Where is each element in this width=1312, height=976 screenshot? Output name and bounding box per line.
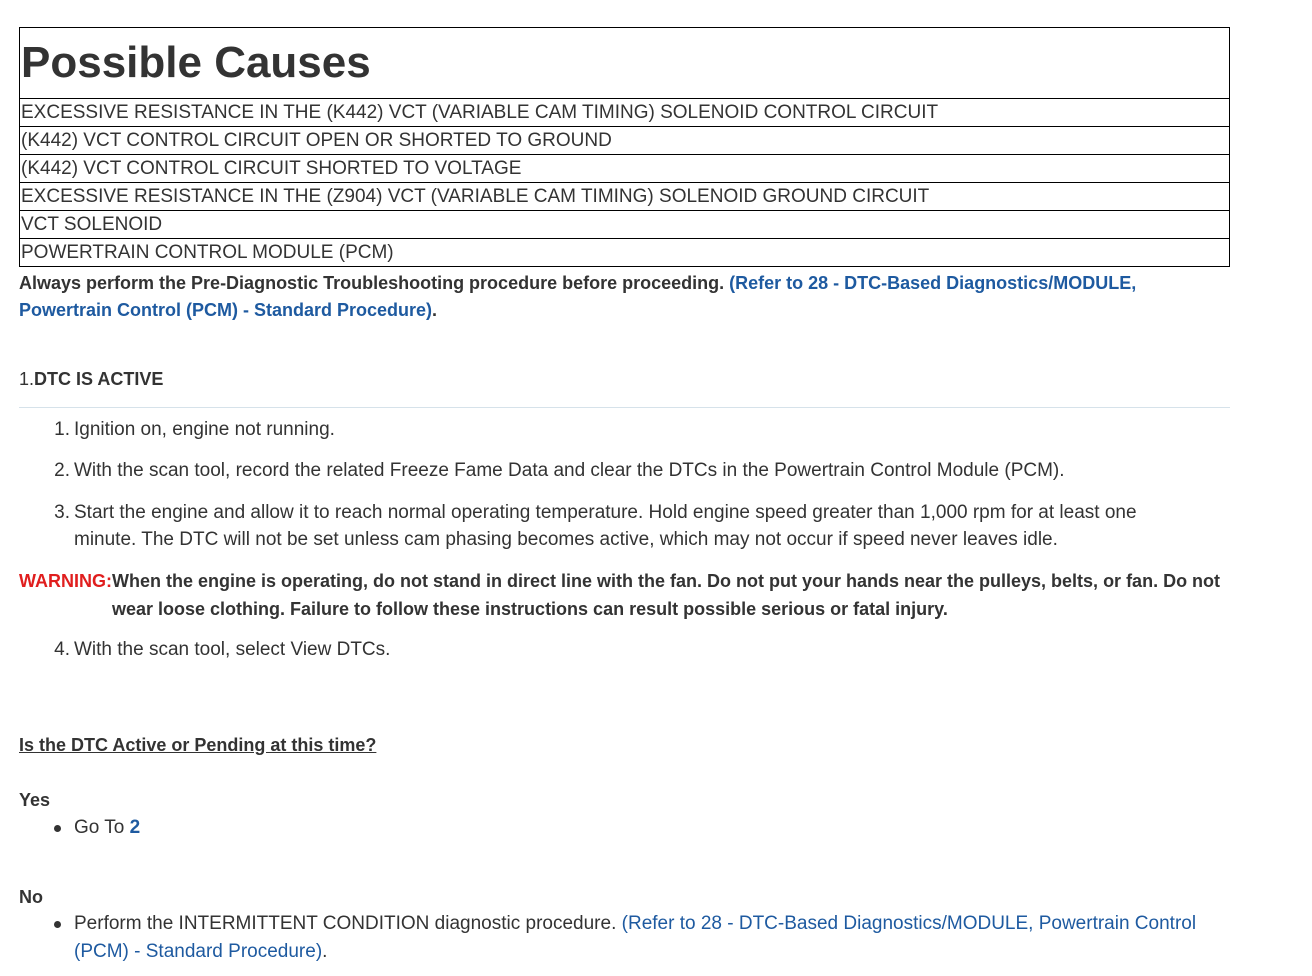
cause-row: EXCESSIVE RESISTANCE IN THE (Z904) VCT (VARIABLE CAM TIMING) SOLENOID GROUND CIRCUIT [20, 183, 1230, 211]
step-number: 1. [19, 369, 35, 389]
goto-text: Go To [74, 817, 125, 838]
yes-bullet-text [74, 814, 1214, 842]
pre-diagnostic-note [19, 270, 1230, 324]
bullet-icon [54, 921, 61, 928]
no-label: No [19, 887, 43, 907]
list-item-text: With the scan tool, record the related Freeze Fame Data and clear the DTCs in the Powertrain Control Module (PCM). [74, 460, 1065, 481]
warning-label: WARNING: [19, 571, 112, 591]
step-title: DTC IS ACTIVE [34, 369, 164, 389]
cause-row: POWERTRAIN CONTROL MODULE (PCM) [20, 239, 1230, 267]
no-tail: . [322, 941, 328, 962]
list-item-number: 4. [54, 639, 70, 660]
cause-row: (K442) VCT CONTROL CIRCUIT SHORTED TO VOLTAGE [20, 155, 1230, 183]
intermittent-procedure-link[interactable]: (Refer to 28 - DTC-Based Diagnostics/MODULE, Powertrain Control (PCM) - Standard Procedure) [74, 913, 1197, 962]
cause-row: EXCESSIVE RESISTANCE IN THE (K442) VCT (VARIABLE CAM TIMING) SOLENOID CONTROL CIRCUIT [20, 99, 1230, 127]
cause-row: (K442) VCT CONTROL CIRCUIT OPEN OR SHORTED TO GROUND [20, 127, 1230, 155]
possible-causes-table [19, 27, 1230, 267]
warning-text: When the engine is operating, do not stand in direct line with the fan. Do not put your hands near the pulleys, belts, or fan. Do not wear loose clothing. Failure to follow these instructions can result possible serious or fatal injury. [112, 571, 1221, 619]
pre-diagnostic-text: Always perform the Pre-Diagnostic Troubleshooting procedure before proceeding. [19, 273, 725, 293]
no-bullet-text [74, 910, 1214, 966]
decision-question: Is the DTC Active or Pending at this time? [19, 735, 377, 755]
list-item-text: Ignition on, engine not running. [74, 419, 335, 440]
possible-causes-title: Possible Causes [20, 28, 1230, 99]
goto-step-link[interactable]: 2 [129, 817, 141, 838]
pcm-procedure-link[interactable]: (Refer to 28 - DTC-Based Diagnostics/MODULE, Powertrain Control (PCM) - Standard Procedure) [19, 273, 1137, 320]
pre-diagnostic-tail: . [432, 300, 438, 320]
possible-causes-section [19, 27, 1230, 267]
list-item-number: 3. [54, 502, 70, 523]
step-heading [19, 366, 163, 393]
cause-row: VCT SOLENOID [20, 211, 1230, 239]
list-item-text: Start the engine and allow it to reach normal operating temperature. Hold engine speed greater than 1,000 rpm for at least one minute. The DTC will not be set unless cam phasing becomes active, which may not occur if speed never leaves idle. [74, 502, 1137, 550]
list-item-number: 2. [54, 460, 70, 481]
list-item-number: 1. [54, 419, 70, 440]
list-item-text: With the scan tool, select View DTCs. [74, 639, 391, 660]
bullet-icon [54, 825, 61, 832]
yes-label: Yes [19, 790, 51, 810]
divider [19, 407, 1230, 408]
intermittent-text: Perform the INTERMITTENT CONDITION diagnostic procedure. [74, 913, 617, 934]
